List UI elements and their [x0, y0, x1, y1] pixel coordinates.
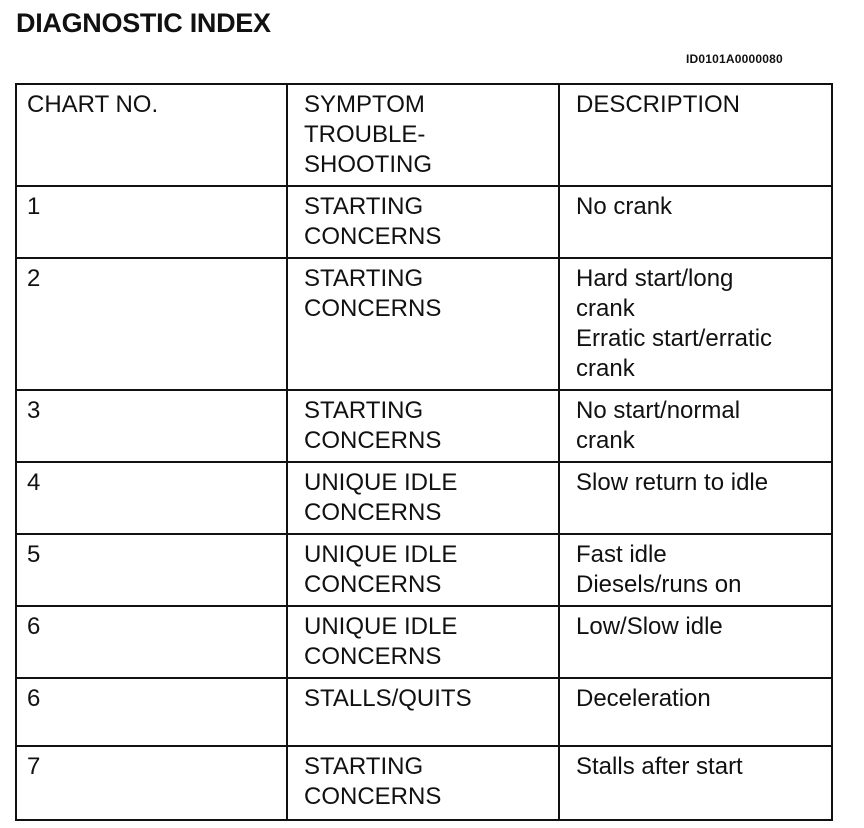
symptom-cell	[287, 258, 559, 390]
diagnostic-index-table	[15, 83, 833, 821]
symptom-line: CONCERNS	[304, 295, 442, 322]
chart-no-cell	[16, 186, 287, 258]
symptom-line: STARTING	[304, 265, 424, 292]
symptom-line: CONCERNS	[304, 643, 442, 670]
description-cell	[559, 462, 832, 534]
symptom-line: STALLS/QUITS	[304, 685, 472, 712]
chart-no-cell	[16, 746, 287, 820]
chart-no-cell	[16, 678, 287, 746]
table-row	[16, 606, 832, 678]
header-line: CHART NO.	[27, 91, 159, 118]
description-line: Stalls after start	[576, 753, 743, 780]
description-line: Hard start/long	[576, 265, 734, 292]
description-cell	[559, 606, 832, 678]
page-title: DIAGNOSTIC INDEX	[16, 8, 271, 38]
symptom-line: CONCERNS	[304, 571, 442, 598]
symptom-line: STARTING	[304, 397, 424, 424]
symptom-cell	[287, 186, 559, 258]
symptom-line: UNIQUE IDLE	[304, 541, 458, 568]
header-chart-no	[16, 84, 287, 186]
description-cell	[559, 534, 832, 606]
description-line: Slow return to idle	[576, 469, 769, 496]
chart-no-text: 2	[27, 265, 41, 292]
symptom-cell	[287, 746, 559, 820]
description-line: Deceleration	[576, 685, 711, 712]
symptom-line: UNIQUE IDLE	[304, 613, 458, 640]
table-row	[16, 678, 832, 746]
chart-no-text: 1	[27, 193, 41, 220]
description-line: No crank	[576, 193, 673, 220]
chart-no-text: 7	[27, 753, 41, 780]
description-line: Fast idle	[576, 541, 667, 568]
chart-no-text: 5	[27, 541, 41, 568]
chart-no-text: 6	[27, 613, 41, 640]
description-cell	[559, 258, 832, 390]
chart-no-cell	[16, 390, 287, 462]
chart-no-cell	[16, 462, 287, 534]
symptom-line: UNIQUE IDLE	[304, 469, 458, 496]
table-row	[16, 462, 832, 534]
description-line: No start/normal	[576, 397, 741, 424]
chart-no-cell	[16, 606, 287, 678]
description-cell	[559, 390, 832, 462]
symptom-cell	[287, 606, 559, 678]
description-cell	[559, 678, 832, 746]
table-row	[16, 534, 832, 606]
chart-no-text: 6	[27, 685, 41, 712]
description-line: crank	[576, 355, 635, 382]
description-cell	[559, 186, 832, 258]
header-symptom	[287, 84, 559, 186]
symptom-line: CONCERNS	[304, 499, 442, 526]
table-row	[16, 186, 832, 258]
chart-no-text: 4	[27, 469, 41, 496]
symptom-cell	[287, 678, 559, 746]
symptom-line: CONCERNS	[304, 223, 442, 250]
table-row	[16, 258, 832, 390]
symptom-line: CONCERNS	[304, 783, 442, 810]
chart-no-text: 3	[27, 397, 41, 424]
document-id: ID0101A0000080	[686, 52, 783, 66]
chart-no-cell	[16, 258, 287, 390]
description-line: Diesels/runs on	[576, 571, 742, 598]
description-cell	[559, 746, 832, 820]
header-line: DESCRIPTION	[576, 91, 741, 118]
symptom-cell	[287, 534, 559, 606]
header-description	[559, 84, 832, 186]
symptom-line: CONCERNS	[304, 427, 442, 454]
table-row	[16, 746, 832, 820]
description-line: Low/Slow idle	[576, 613, 723, 640]
table-header-row	[16, 84, 832, 186]
header-line: TROUBLE-	[304, 121, 426, 148]
symptom-line: STARTING	[304, 753, 424, 780]
header-line: SHOOTING	[304, 151, 433, 178]
description-line: crank	[576, 295, 635, 322]
symptom-cell	[287, 390, 559, 462]
header-line: SYMPTOM	[304, 91, 425, 118]
symptom-cell	[287, 462, 559, 534]
table-row	[16, 390, 832, 462]
description-line: crank	[576, 427, 635, 454]
chart-no-cell	[16, 534, 287, 606]
symptom-line: STARTING	[304, 193, 424, 220]
description-line: Erratic start/erratic	[576, 325, 773, 352]
